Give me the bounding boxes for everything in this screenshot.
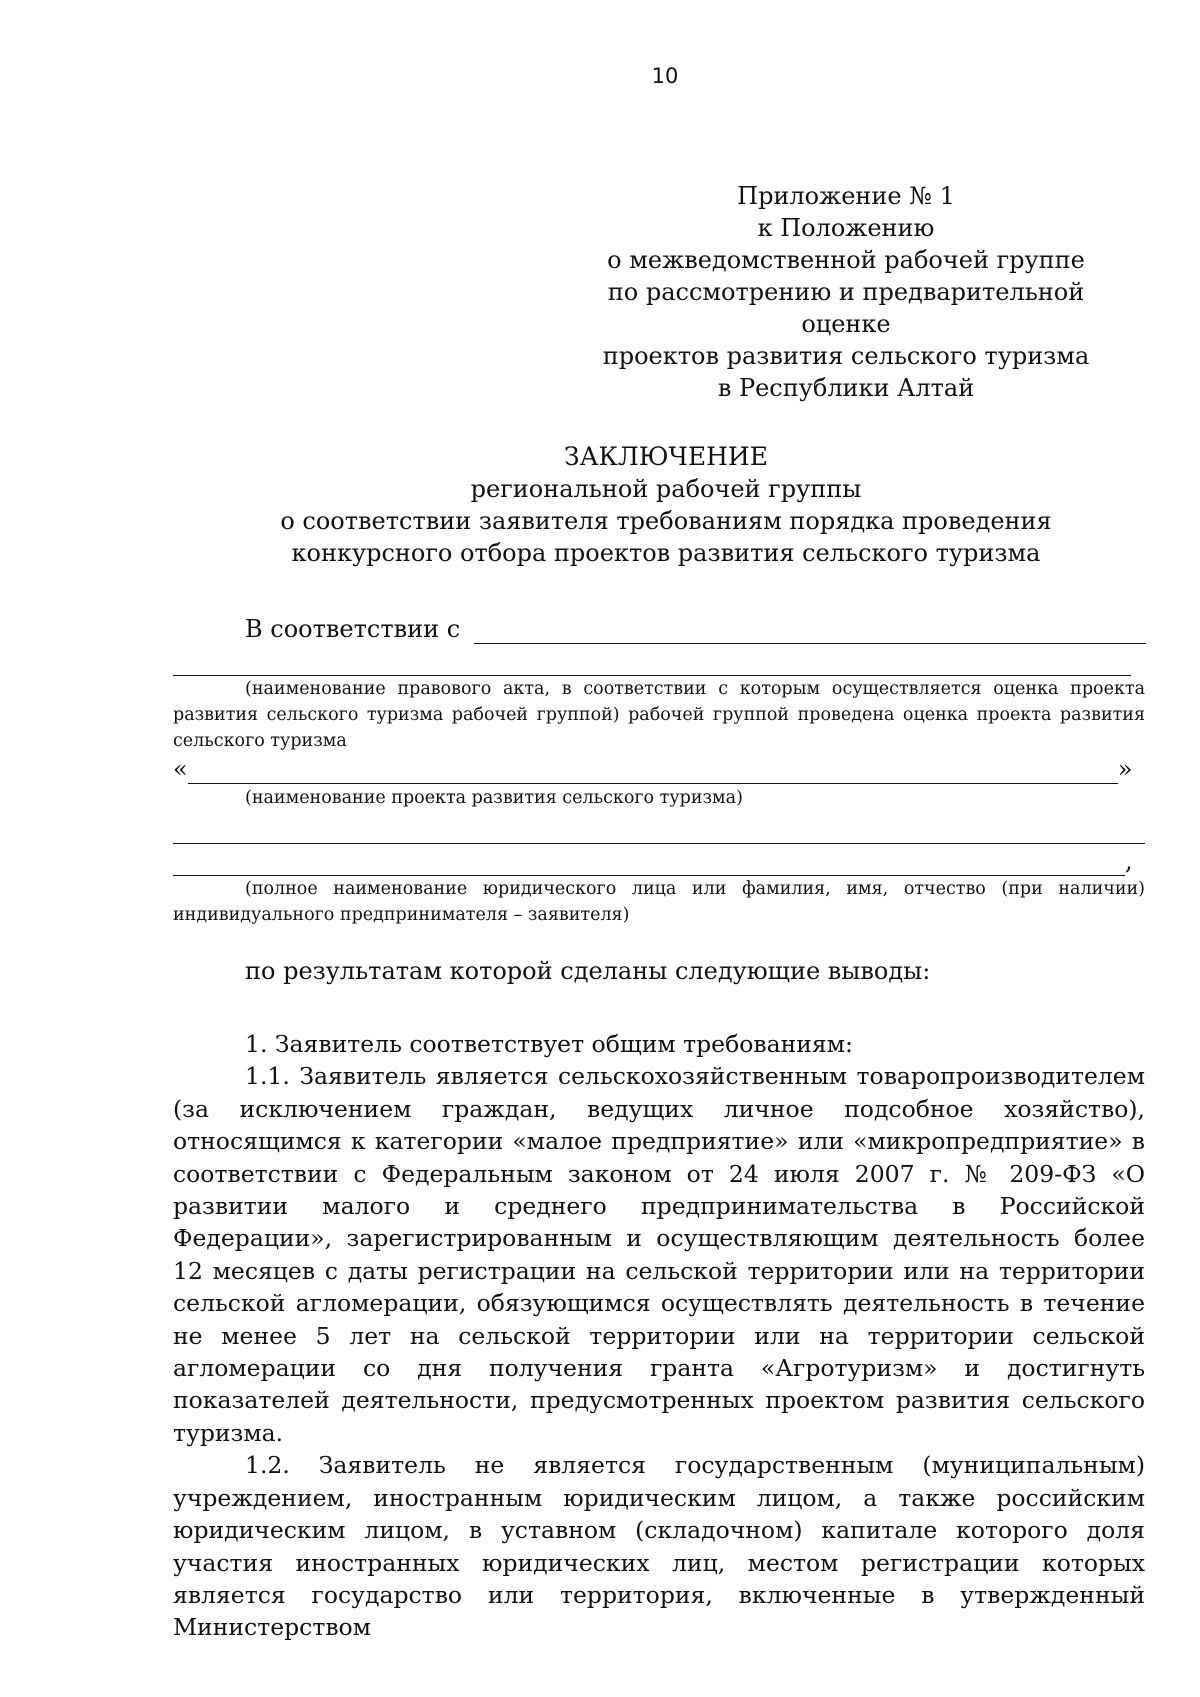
appendix-line: в Республики Алтай bbox=[717, 374, 975, 402]
note-legal-act bbox=[173, 676, 1145, 754]
appendix-line: проектов развития сельского туризма bbox=[602, 342, 1090, 370]
title-subline: региональной рабочей группы bbox=[470, 475, 862, 503]
note-applicant bbox=[173, 876, 1145, 928]
appendix-line: к Положению bbox=[757, 214, 935, 242]
applicant-comma: , bbox=[1125, 847, 1133, 875]
conclusion-intro: по результатам которой сделаны следующие выводы: bbox=[245, 957, 931, 985]
appendix-line: по рассмотрению и предварительной оценке bbox=[607, 278, 1085, 338]
close-quote: » bbox=[1117, 755, 1133, 783]
title-subline: конкурсного отбора проектов развития сельского туризма bbox=[291, 539, 1041, 567]
note-applicant-text: (полное наименование юридического лица или фамилия, имя, отчество (при наличии) индивидуального предпринимателя – заявителя) bbox=[173, 879, 1145, 925]
note-project-name bbox=[173, 785, 1145, 811]
appendix-header bbox=[566, 180, 1126, 404]
note-legal-act-text: (наименование правового акта, в соответствии с которым осуществляется оценка проекта развития сельского туризма рабочей группой) рабочей группой проведена оценка проекта развития сельского туризма bbox=[173, 679, 1145, 751]
legal-act-field-cont[interactable] bbox=[173, 651, 1131, 676]
project-name-field[interactable] bbox=[188, 759, 1118, 784]
document-title bbox=[166, 441, 1166, 569]
section-1: 1. Заявитель соответствует общим требованиям: bbox=[245, 1030, 853, 1058]
note-project-name-text: (наименование проекта развития сельского туризма) bbox=[245, 788, 743, 808]
appendix-line: Приложение № 1 bbox=[737, 182, 955, 210]
applicant-row-1 bbox=[173, 814, 1145, 844]
section-1-1: 1.1. Заявитель является сельскохозяйственным товаропроизводителем (за исключением граждан, ведущих личное подсобное хозяйство), относящимся к категории «малое предприятие» или «микропредприятие» в соответствии с Федеральным законом от 24 июля 2007 г. № 209-ФЗ «О развитии малого и среднего предпринимательства в Российской Федерации», зарегистрированным и осуществляющим деятельность более 12 месяцев с даты регистрации на сельской территории или на территории сельской агломерации, обязующимся осуществлять деятельность в течение не менее 5 лет на сельской территории или на территории сельской агломерации со дня получения гранта «Агротуризм» и достигнуть показателей деятельности, предусмотренных проектом развития сельского туризма. bbox=[173, 1062, 1145, 1447]
legal-act-field[interactable] bbox=[474, 619, 1146, 644]
legal-act-intro: В соответствии с bbox=[245, 615, 461, 643]
requirements-body bbox=[173, 1028, 1145, 1644]
legal-act-row bbox=[245, 614, 1146, 644]
page-number: 10 bbox=[651, 64, 679, 88]
title-heading: ЗАКЛЮЧЕНИЕ bbox=[564, 442, 768, 471]
legal-act-row-2 bbox=[173, 646, 1131, 676]
appendix-line: о межведомственной рабочей группе bbox=[607, 246, 1085, 274]
title-subline: о соответствии заявителя требованиям порядка проведения bbox=[280, 507, 1052, 535]
applicant-row-2 bbox=[173, 846, 1133, 876]
applicant-field-cont[interactable] bbox=[173, 851, 1125, 876]
project-name-row bbox=[173, 754, 1132, 784]
section-1-2: 1.2. Заявитель не является государственным (муниципальным) учреждением, иностранным юридическим лицом, а также российским юридическим лицом, в уставном (складочном) капитале которого доля участия иностранных юридических лиц, местом регистрации которых является государство или территория, включенные в утвержденный Министерством bbox=[173, 1451, 1145, 1642]
open-quote: « bbox=[173, 755, 188, 783]
applicant-field[interactable] bbox=[173, 819, 1145, 844]
